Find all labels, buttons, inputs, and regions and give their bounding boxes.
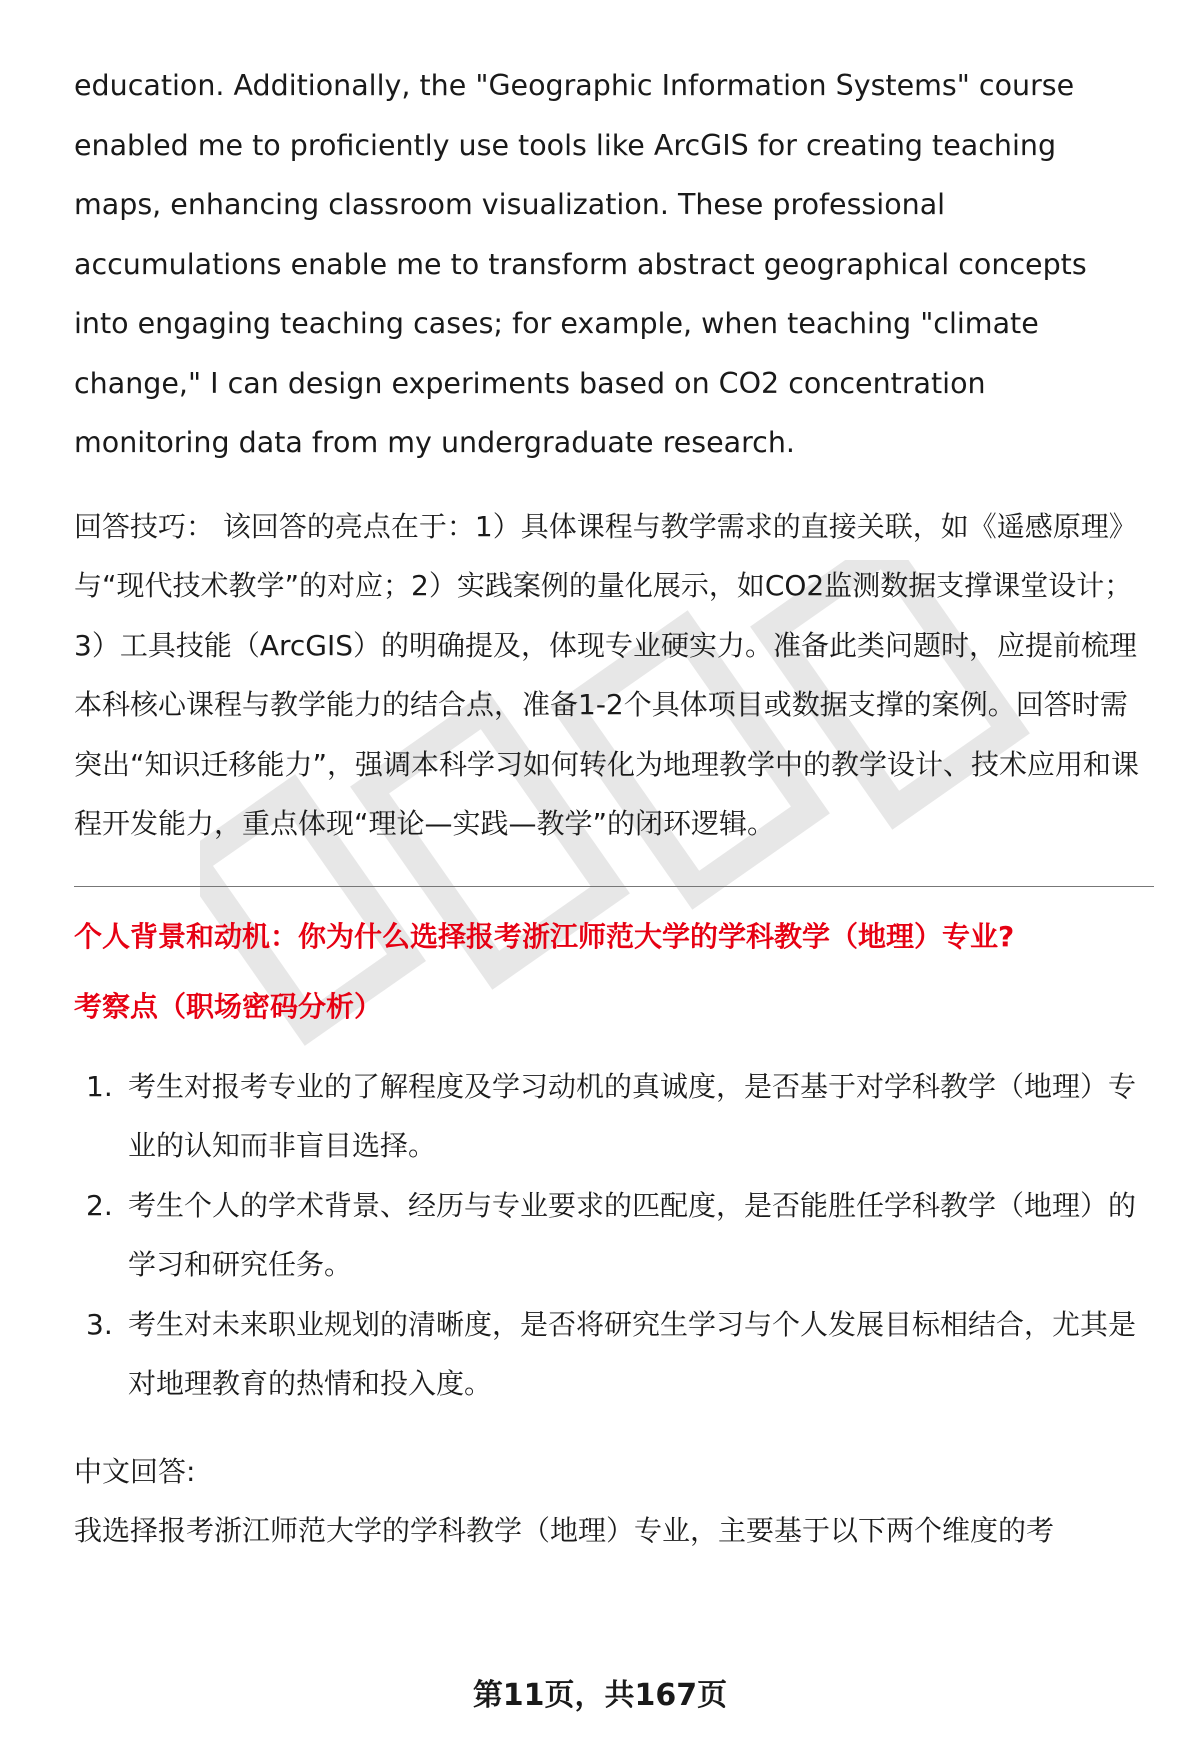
chinese-answer-label: 中文回答:: [74, 1454, 196, 1488]
list-item: [74, 1176, 1154, 1295]
list-item: [74, 1057, 1154, 1176]
list-item-text: 考生对未来职业规划的清晰度，是否将研究生学习与个人发展目标相结合，尤其是对地理教育的热情和投入度。: [128, 1307, 1137, 1400]
list-item: [74, 1295, 1154, 1414]
list-item-number: 2.: [86, 1188, 113, 1222]
english-answer-paragraph: education. Additionally, the "Geographic Information Systems" course enabled me to proficiently use tools like ArcGIS for creating teaching maps, enhancing classroom visualization. These professional accumulations enable me to transform abstract geographical concepts into engaging teaching cases; for example, when teaching "climate change," I can design experiments based on CO2 concentration monitoring data from my undergraduate research.: [74, 69, 1087, 459]
list-item-text: 考生个人的学术背景、经历与专业要求的匹配度，是否能胜任学科教学（地理）的学习和研究任务。: [128, 1188, 1137, 1281]
list-item-number: 1.: [86, 1069, 113, 1103]
assessment-points-list: [74, 1057, 1154, 1414]
main-content: [74, 56, 1154, 1561]
section-divider: [74, 886, 1154, 887]
list-item-number: 3.: [86, 1307, 113, 1341]
question-title: 个人背景和动机：你为什么选择报考浙江师范大学的学科教学（地理）专业?: [74, 919, 1015, 953]
answer-tips-paragraph: 回答技巧： 该回答的亮点在于：1）具体课程与教学需求的直接关联，如《遥感原理》与“现代技术教学”的对应；2）实践案例的量化展示，如CO2监测数据支撑课堂设计；3）工具技能（ArcGIS）的明确提及，体现专业硬实力。准备此类问题时，应提前梳理本科核心课程与教学能力的结合点，准备1-2个具体项目或数据支撑的案例。回答时需突出“知识迁移能力”，强调本科学习如何转化为地理教学中的教学设计、技术应用和课程开发能力，重点体现“理论—实践—教学”的闭环逻辑。: [74, 509, 1140, 840]
list-item-text: 考生对报考专业的了解程度及学习动机的真诚度，是否基于对学科教学（地理）专业的认知而非盲目选择。: [128, 1069, 1137, 1162]
page-number-footer: 第11页，共167页: [472, 1678, 728, 1713]
chinese-answer-first-line: 我选择报考浙江师范大学的学科教学（地理）专业，主要基于以下两个维度的考: [74, 1514, 1055, 1547]
question-subtitle: 考察点（职场密码分析）: [74, 989, 383, 1023]
